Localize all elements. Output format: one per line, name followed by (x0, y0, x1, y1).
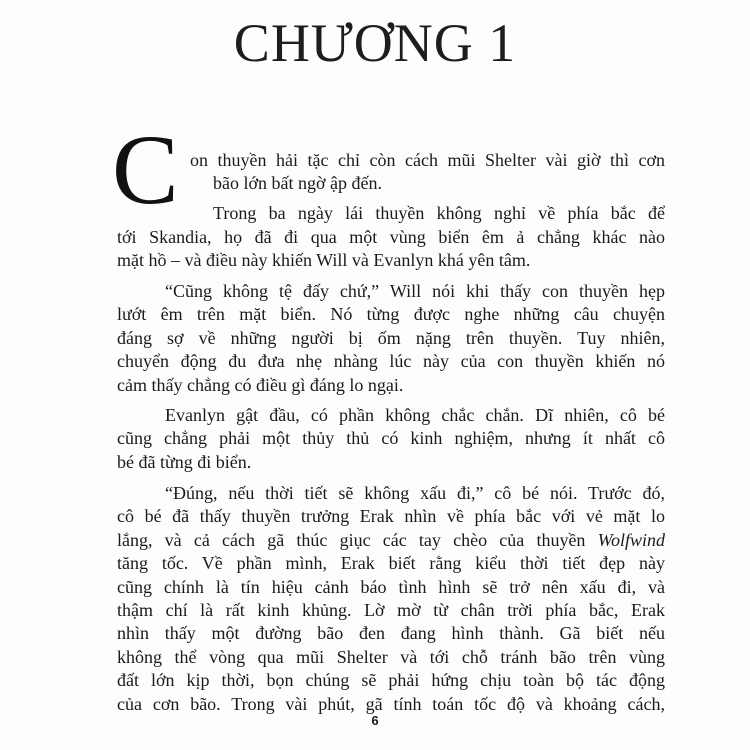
text-line: đáng sợ về những người bị ốm nặng trên thuyền. Tuy nhiên, (117, 328, 665, 348)
text-line: nhìn thấy một đường bão đen đang hình thành. Gã biết nếu (117, 623, 665, 643)
text-line: on thuyền hải tặc chỉ còn cách mũi Shelter vài giờ thì cơn (190, 150, 665, 170)
chapter-title: CHƯƠNG 1 (233, 13, 517, 73)
ship-name: Wolfwind (597, 530, 665, 550)
text-line: của cơn bão. Trong vài phút, gã tính toán tốc độ và khoảng cách, (117, 694, 665, 714)
text-line: thậm chí là rất kinh khủng. Lờ mờ từ chân trời phía bắc, Erak (117, 600, 665, 620)
text-line: “Đúng, nếu thời tiết sẽ không xấu đi,” cô bé nói. Trước đó, (165, 483, 665, 503)
text-line: cô bé đã thấy thuyền trưởng Erak nhìn về phía bắc với vẻ mặt lo (117, 506, 665, 526)
text-line-with-ship-name (117, 529, 665, 552)
text-line: Evanlyn gật đầu, có phần không chắc chắn. Dĩ nhiên, cô bé (165, 405, 665, 425)
text-line: tăng tốc. Về phần mình, Erak biết rằng kiểu thời tiết đẹp này (117, 553, 665, 573)
text-line: cũng chính là tín hiệu cảnh báo tình hình sẽ trở nên xấu đi, và (117, 577, 665, 597)
text-line: đất lớn kịp thời, bọn chúng sẽ phải hứng chịu toàn bộ tác động (117, 670, 665, 690)
text-line: cũng chẳng phải một thủy thủ có kinh nghiệm, nhưng ít nhất cô (117, 428, 665, 448)
text-line: chuyển động đu đưa nhẹ nhàng lúc này của con thuyền khiến nó (117, 351, 665, 371)
text-line: không thể vòng qua mũi Shelter và tới chỗ tránh bão trên vùng (117, 647, 665, 667)
drop-cap: C (112, 114, 179, 225)
text-span: lắng, và cả cách gã thúc giục các tay chèo của thuyền (117, 530, 586, 550)
text-line: “Cũng không tệ đấy chứ,” Will nói khi thấy con thuyền hẹp (165, 281, 665, 301)
text-line: mặt hồ – và điều này khiến Will và Evanlyn khá yên tâm. (117, 250, 531, 270)
text-line: cảm thấy chẳng có điều gì đáng lo ngại. (117, 375, 404, 395)
text-line: bão lớn bất ngờ ập đến. (213, 173, 382, 193)
text-line: Trong ba ngày lái thuyền không nghỉ về phía bắc để (213, 203, 665, 223)
text-line: bé đã từng đi biển. (117, 452, 252, 472)
text-line: tới Skandia, họ đã đi qua một vùng biển êm ả chẳng khác nào (117, 227, 665, 247)
text-line: lướt êm trên mặt biển. Nó từng được nghe những câu chuyện (117, 304, 665, 324)
page-number: 6 (371, 713, 379, 728)
